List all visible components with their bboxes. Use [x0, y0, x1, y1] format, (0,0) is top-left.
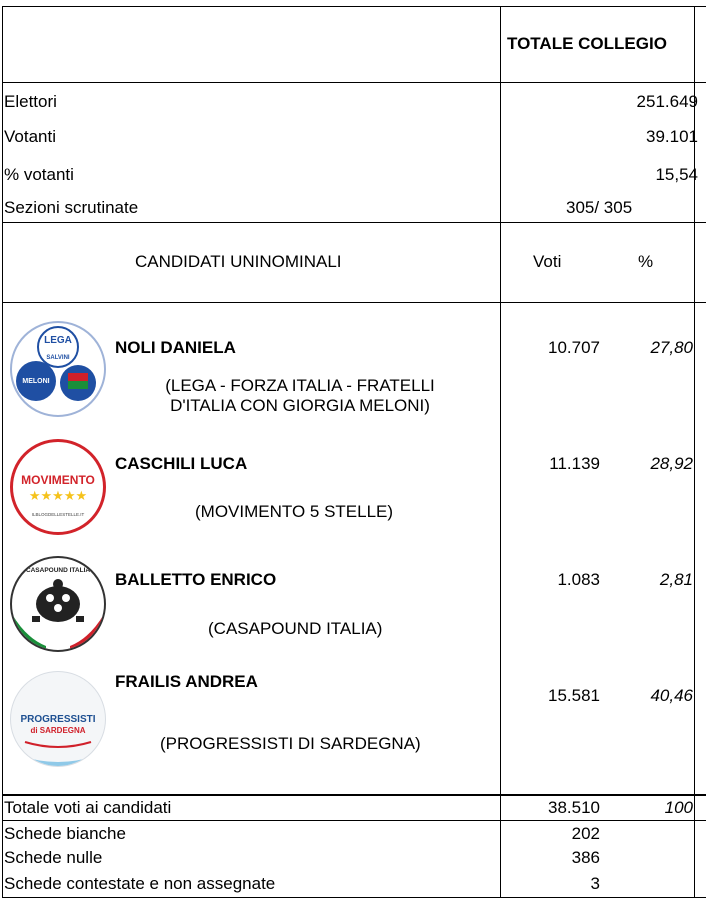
m5s-logo: [10, 439, 106, 535]
summary-value-votanti: 39.101: [646, 127, 698, 146]
candidate-list-balletto: (CASAPOUND ITALIA): [208, 619, 383, 638]
summary-label-elettori: Elettori: [4, 92, 57, 111]
summary-bottom-border: [2, 222, 706, 223]
summary-value-elettori: 251.649: [636, 92, 698, 111]
total-bottom-border: [2, 820, 706, 821]
candidate-percent-noli: 27,80: [650, 338, 693, 357]
candidate-percent-frailis: 40,46: [650, 686, 693, 705]
casapound-logo: [10, 556, 106, 652]
blank-ballots-label: Schede bianche: [4, 824, 126, 843]
m5s-stars-icon: ★★★★★: [28, 489, 88, 504]
progressisti-logo: [10, 671, 106, 767]
candidate-list-frailis: (PROGRESSISTI DI SARDEGNA): [160, 734, 421, 753]
table-top-border: [2, 6, 706, 7]
candidate-percent-balletto: 2,81: [659, 570, 693, 589]
summary-label-votanti: Votanti: [4, 127, 56, 146]
candidate-percent-caschili: 28,92: [650, 454, 693, 473]
null-ballots-label: Schede nulle: [4, 848, 103, 867]
header-total-title: TOTALE COLLEGIO: [507, 34, 667, 53]
candidate-name-noli: NOLI DANIELA: [115, 338, 236, 357]
left-border: [2, 6, 3, 898]
sardegna-logo-text: di SARDEGNA: [30, 726, 86, 735]
progressisti-logo-text: PROGRESSISTI: [20, 714, 96, 725]
header-bottom-border: [2, 82, 706, 83]
salvini-logo-text: SALVINI: [46, 355, 70, 361]
null-ballots-value: 386: [571, 848, 600, 867]
table-bottom-border: [2, 897, 706, 898]
lega-coalition-logo: [10, 321, 106, 417]
m5s-logo-text: MOVIMENTO: [21, 473, 95, 487]
lega-logo-text: LEGA: [44, 335, 72, 346]
candidate-votes-noli: 10.707: [548, 338, 600, 357]
candidate-name-balletto: BALLETTO ENRICO: [115, 570, 277, 589]
candidate-votes-frailis: 15.581: [548, 686, 600, 705]
contested-ballots-value: 3: [590, 874, 600, 893]
candidates-bottom-border: [2, 794, 706, 796]
votes-column-header: Voti: [533, 252, 562, 271]
candidate-list-noli-line2: D'ITALIA CON GIORGIA MELONI): [170, 396, 430, 415]
casapound-logo-text: CASAPOUND ITALIA: [25, 567, 91, 574]
candidate-name-frailis: FRAILIS ANDREA: [115, 672, 258, 691]
percent-column-header: %: [638, 252, 654, 271]
candidate-name-caschili: CASCHILI LUCA: [115, 454, 248, 473]
candidate-votes-balletto: 1.083: [557, 570, 600, 589]
cand-header-bottom-border: [2, 302, 706, 303]
meloni-logo-text: MELONI: [22, 378, 50, 385]
summary-label-sezioni: Sezioni scrutinate: [4, 198, 139, 217]
candidate-list-noli-line1: (LEGA - FORZA ITALIA - FRATELLI: [165, 376, 435, 395]
total-votes-label: Totale voti ai candidati: [4, 798, 172, 817]
summary-label-percent-votanti: % votanti: [4, 165, 74, 184]
contested-ballots-label: Schede contestate e non assegnate: [4, 874, 276, 893]
m5s-url-text: ILBLOGDELLESTELLE.IT: [31, 512, 85, 517]
column-divider: [500, 6, 501, 898]
summary-value-percent-votanti: 15,54: [655, 165, 698, 184]
blank-ballots-value: 202: [571, 824, 600, 843]
summary-value-sezioni: 305/ 305: [566, 198, 633, 217]
total-percent-value: 100: [664, 798, 693, 817]
total-votes-value: 38.510: [548, 798, 600, 817]
candidates-title: CANDIDATI UNINOMINALI: [135, 252, 342, 271]
candidate-votes-caschili: 11.139: [549, 454, 600, 473]
candidate-list-caschili: (MOVIMENTO 5 STELLE): [195, 502, 394, 521]
